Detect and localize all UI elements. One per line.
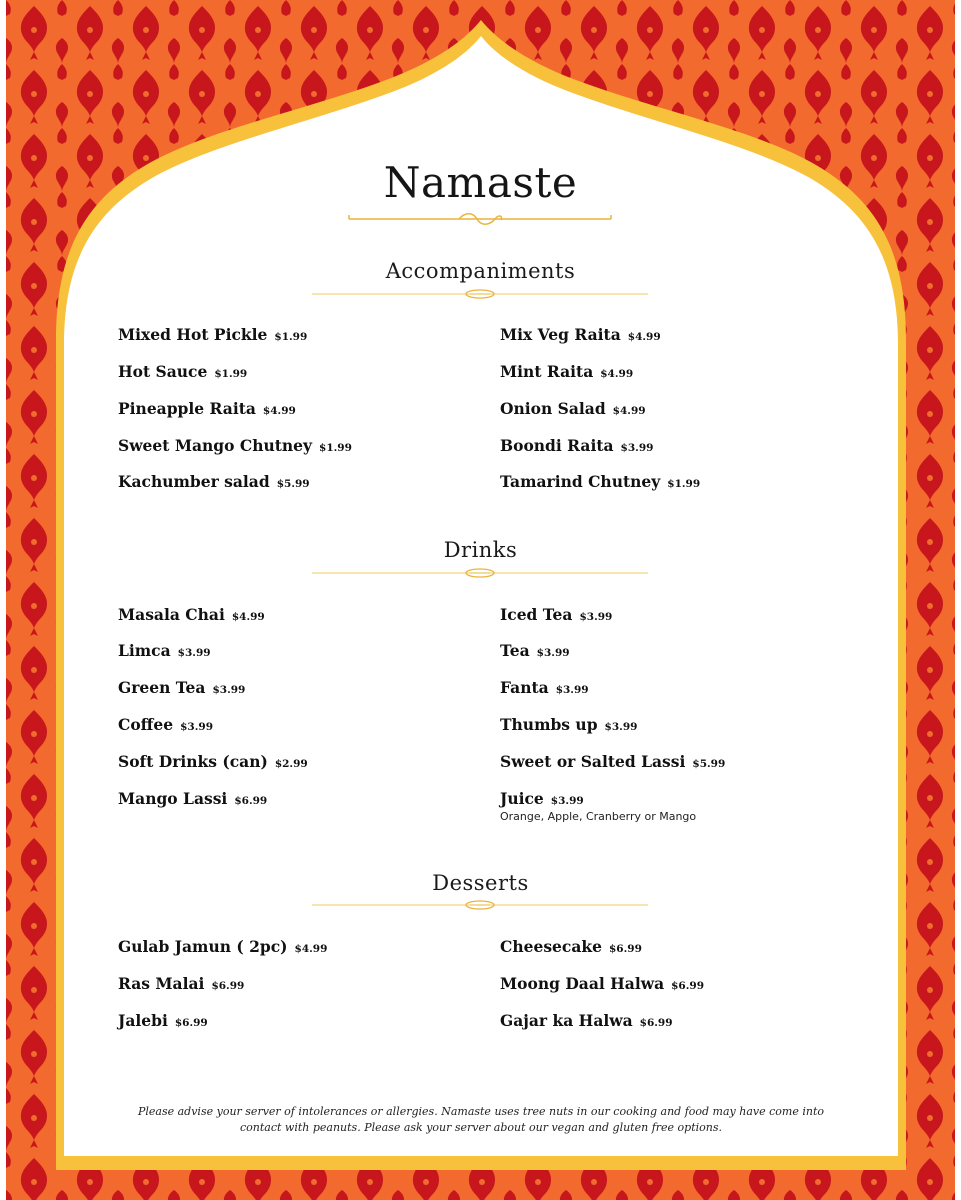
footer-line: contact with peanuts. Please ask your server about our vegan and gluten free options. bbox=[240, 1121, 722, 1134]
menu-item: Onion Salad $4.99 bbox=[500, 399, 646, 418]
section-ornament-divider bbox=[312, 565, 648, 581]
menu-item: Tamarind Chutney $1.99 bbox=[500, 472, 701, 491]
juice-options-note: Orange, Apple, Cranberry or Mango bbox=[500, 810, 697, 823]
menu-item: Masala Chai $4.99 bbox=[118, 605, 265, 624]
menu-item: Gulab Jamun ( 2pc) $4.99 bbox=[118, 937, 328, 956]
section-title-drinks: Drinks bbox=[443, 538, 518, 562]
menu-item: Iced Tea $3.99 bbox=[500, 605, 613, 624]
menu-item: Kachumber salad $5.99 bbox=[118, 472, 310, 491]
menu-item: Hot Sauce $1.99 bbox=[118, 362, 248, 381]
section-ornament-divider bbox=[312, 897, 648, 913]
menu-item: Juice $3.99 bbox=[500, 789, 584, 808]
menu-item: Soft Drinks (can) $2.99 bbox=[118, 752, 308, 771]
menu-item: Tea $3.99 bbox=[500, 641, 570, 660]
restaurant-title: Namaste bbox=[383, 158, 578, 207]
menu-content bbox=[6, 0, 955, 1200]
menu-item: Mix Veg Raita $4.99 bbox=[500, 325, 661, 344]
menu-item: Mint Raita $4.99 bbox=[500, 362, 634, 381]
title-ornament-divider bbox=[347, 210, 613, 226]
menu-item: Sweet or Salted Lassi $5.99 bbox=[500, 752, 726, 771]
menu-item: Sweet Mango Chutney $1.99 bbox=[118, 436, 352, 455]
allergy-footer-note bbox=[116, 1104, 846, 1136]
menu-item: Gajar ka Halwa $6.99 bbox=[500, 1011, 673, 1030]
menu-item: Ras Malai $6.99 bbox=[118, 974, 245, 993]
menu-item: Coffee $3.99 bbox=[118, 715, 214, 734]
menu-item: Thumbs up $3.99 bbox=[500, 715, 638, 734]
menu-page bbox=[6, 0, 955, 1200]
menu-item: Fanta $3.99 bbox=[500, 678, 589, 697]
menu-item: Pineapple Raita $4.99 bbox=[118, 399, 296, 418]
menu-item: Boondi Raita $3.99 bbox=[500, 436, 654, 455]
footer-line: Please advise your server of intolerances or allergies. Namaste uses tree nuts in our cooking and food may have come into bbox=[137, 1105, 824, 1118]
section-title-desserts: Desserts bbox=[432, 871, 529, 895]
menu-item: Limca $3.99 bbox=[118, 641, 211, 660]
menu-item: Jalebi $6.99 bbox=[118, 1011, 208, 1030]
menu-item: Mixed Hot Pickle $1.99 bbox=[118, 325, 308, 344]
menu-item: Cheesecake $6.99 bbox=[500, 937, 642, 956]
menu-item: Moong Daal Halwa $6.99 bbox=[500, 974, 705, 993]
menu-item: Mango Lassi $6.99 bbox=[118, 789, 268, 808]
menu-item: Green Tea $3.99 bbox=[118, 678, 246, 697]
section-title-accompaniments: Accompaniments bbox=[385, 259, 576, 283]
section-ornament-divider bbox=[312, 286, 648, 302]
